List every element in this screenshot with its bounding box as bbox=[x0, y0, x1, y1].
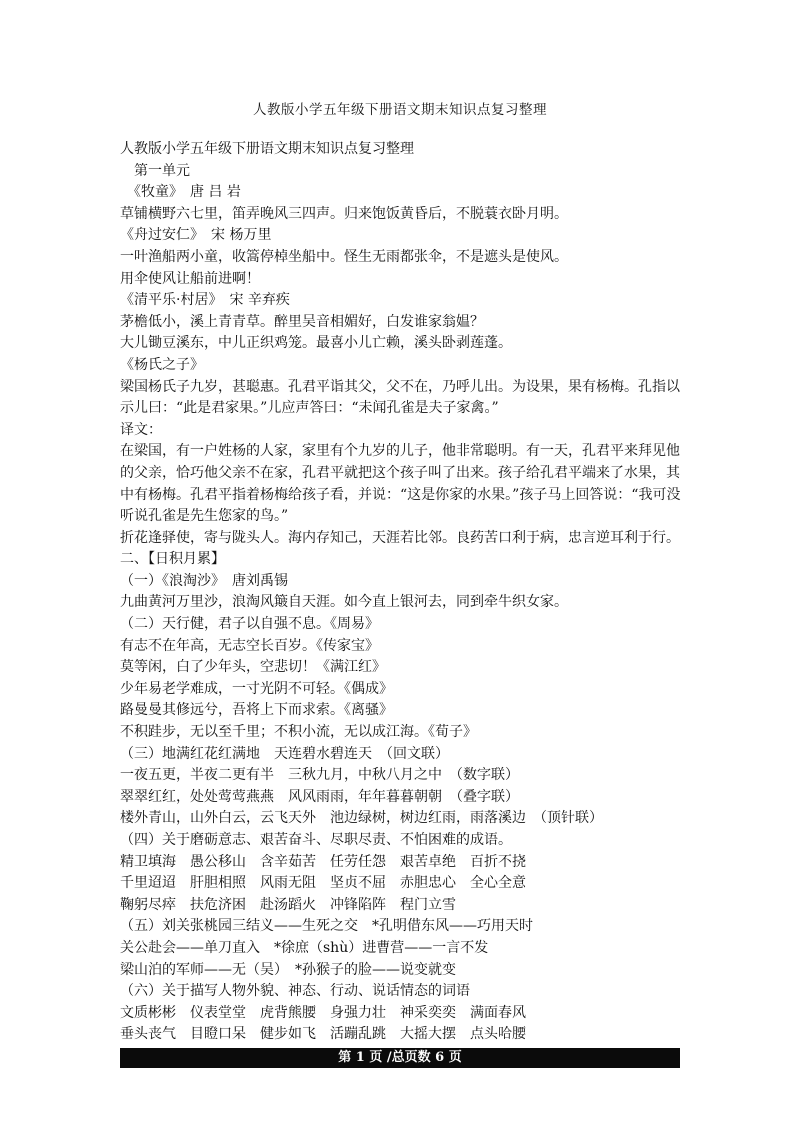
list-item: （六）关于描写人物外貌、神态、行动、说话情态的词语 bbox=[120, 983, 470, 1000]
list-item: 梁山泊的军师——无（吴） *孙猴子的脸——说变就变 bbox=[120, 961, 456, 978]
page-footer: 第 1 页 /总页数 6 页 bbox=[120, 1048, 680, 1068]
translation-text: 在梁国，有一户姓杨的人家，家里有个九岁的儿子，他非常聪明。有一天，孔君平来拜见他的父亲，恰巧他父亲不在家，孔君平就把这个孩子叫了出来。孩子给孔君平端来了水果，其中有杨梅。孔君平指着杨梅给孩子看，并说：“这是你家的水果。”孩子马上回答说：“我可没听说孔雀是先生您家的鸟。” bbox=[120, 443, 681, 525]
list-item: （五）刘关张桃园三结义——生死之交 *孔明借东风——巧用天时 bbox=[120, 918, 533, 935]
text-title: 《杨氏之子》 bbox=[120, 356, 204, 373]
quote-text: 折花逢驿使，寄与陇头人。海内存知己，天涯若比邻。良药苦口利于病，忠言逆耳利于行。 bbox=[120, 529, 680, 546]
list-item: 少年易老学难成，一寸光阴不可轻。《偶成》 bbox=[120, 680, 393, 697]
translation-label: 译文： bbox=[120, 421, 162, 438]
idiom-row: 垂头丧气 目瞪口呆 健步如飞 活蹦乱跳 大摇大摆 点头哈腰 bbox=[120, 1026, 526, 1043]
list-item: （四）关于磨砺意志、艰苦奋斗、尽职尽责、不怕困难的成语。 bbox=[120, 832, 512, 848]
poem-text: 九曲黄河万里沙，浪淘风簸自天涯。如今直上银河去，同到牵牛织女家。 bbox=[120, 594, 568, 611]
list-item: 关公赴会——单刀直入 *徐庶（shù）进曹营——一言不发 bbox=[120, 939, 489, 956]
page-header-title: 人教版小学五年级下册语文期末知识点复习整理 bbox=[253, 102, 547, 118]
list-item: 路曼曼其修远兮，吾将上下而求索。《离骚》 bbox=[120, 702, 393, 719]
list-item: 有志不在年高，无志空长百岁。《传家宝》 bbox=[120, 637, 379, 654]
list-item: 莫等闲，白了少年头，空悲切！《满江红》 bbox=[120, 659, 386, 676]
document-body bbox=[120, 139, 690, 1046]
poem-text: 茅檐低小，溪上青青草。醉里吴音相媚好，白发谁家翁媪？ bbox=[120, 313, 484, 330]
poem-text: 大儿锄豆溪东，中儿正织鸡笼。最喜小儿亡赖，溪头卧剥莲蓬。 bbox=[120, 335, 512, 352]
idiom-row: 千里迢迢 肝胆相照 风雨无阻 坚贞不屈 赤胆忠心 全心全意 bbox=[120, 875, 526, 892]
doc-title: 人教版小学五年级下册语文期末知识点复习整理 bbox=[120, 141, 414, 157]
poem-note: 用伞使风让船前进啊！ bbox=[120, 270, 260, 287]
list-item: 一夜五更，半夜二更有半 三秋九月，中秋八月之中 （数字联） bbox=[120, 767, 519, 784]
idiom-row: 鞠躬尽瘁 扶危济困 赴汤蹈火 冲锋陷阵 程门立雪 bbox=[120, 896, 456, 913]
list-item: （二）天行健，君子以自强不息。《周易》 bbox=[120, 616, 379, 633]
list-item: （三）地满红花红满地 天连碧水碧连天 （回文联） bbox=[120, 745, 449, 762]
idiom-row: 精卫填海 愚公移山 含辛茹苦 任劳任怨 艰苦卓绝 百折不挠 bbox=[120, 853, 526, 870]
list-item: 翠翠红红，处处莺莺燕燕 风风雨雨，年年暮暮朝朝 （叠字联） bbox=[120, 788, 519, 805]
poem-text: 一叶渔船两小童，收篙停棹坐船中。怪生无雨都张伞，不是遮头是使风。 bbox=[120, 248, 568, 265]
poem-title: 《牧童》 唐 吕 岩 bbox=[120, 184, 241, 201]
list-item: 楼外青山，山外白云，云飞天外 池边绿树，树边红雨，雨落溪边 （顶针联） bbox=[120, 810, 603, 827]
idiom-row: 文质彬彬 仪表堂堂 虎背熊腰 身强力壮 神采奕奕 满面春风 bbox=[120, 1004, 526, 1021]
classical-text: 梁国杨氏子九岁，甚聪惠。孔君平诣其父，父不在，乃呼儿出。为设果，果有杨梅。孔指以示儿曰：“此是君家果。”儿应声答曰：“未闻孔雀是夫子家禽。” bbox=[120, 378, 680, 417]
poem-text: 草铺横野六七里，笛弄晚风三四声。归来饱饭黄昏后，不脱蓑衣卧月明。 bbox=[120, 205, 568, 222]
list-item: 不积跬步，无以至千里；不积小流，无以成江海。《荀子》 bbox=[120, 724, 477, 741]
poem-title: 《清平乐·村居》 宋 辛弃疾 bbox=[120, 292, 290, 309]
list-item: （一）《浪淘沙》 唐刘禹锡 bbox=[120, 572, 288, 589]
unit-heading: 第一单元 bbox=[120, 162, 190, 179]
section-heading: 二、【日积月累】 bbox=[120, 551, 225, 568]
poem-title: 《舟过安仁》 宋 杨万里 bbox=[120, 227, 272, 244]
